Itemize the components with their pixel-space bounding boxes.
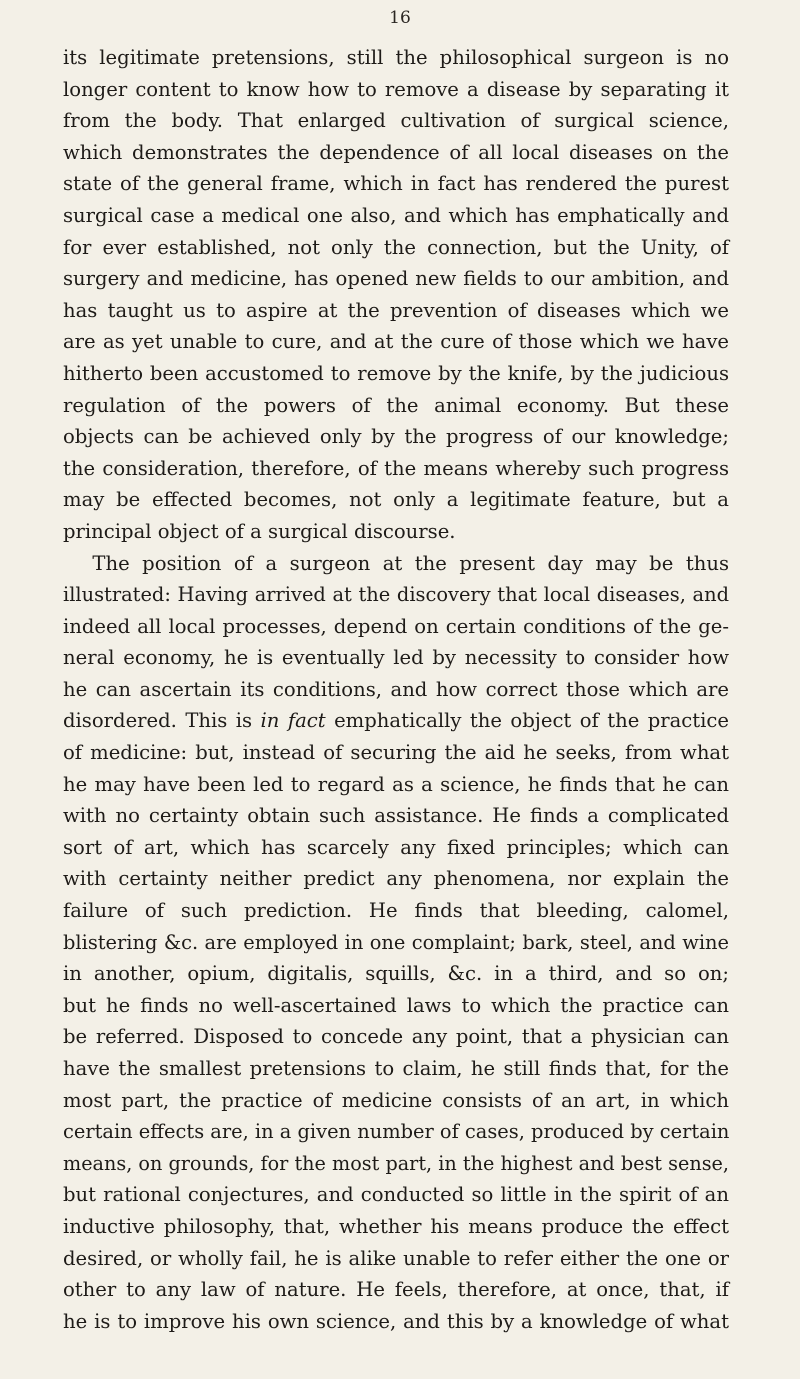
text-line: state of the general frame, which in fact has rendered the purest (63, 172, 729, 196)
text-line: surgical case a medical one also, and which has emphatically and (63, 203, 729, 227)
text-line: desired, or wholly fail, he is alike unable to refer either the one or (63, 1246, 729, 1270)
text-line: may be effected becomes, not only a legitimate feature, but a (63, 488, 729, 512)
page-number: 16 (389, 8, 411, 28)
text-line: he may have been led to regard as a science, he finds that he can (63, 772, 729, 796)
text-line: in another, opium, digitalis, squills, &c. in a third, and so on; (63, 962, 729, 986)
text-line: he can ascertain its conditions, and how correct those which are (63, 677, 729, 701)
italic-text-segment: in fact (260, 709, 326, 733)
text-segment: disordered. This is (63, 709, 261, 733)
text-line: its legitimate pretensions, still the philosophical surgeon is no (63, 46, 729, 69)
text-line: but he finds no well-ascertained laws to which the practice can (63, 993, 729, 1017)
text-line: means, on grounds, for the most part, in the highest and best sense, (63, 1151, 729, 1175)
text-line: indeed all local processes, depend on certain conditions of the ge- (63, 614, 729, 638)
text-line: neral economy, he is eventually led by necessity to consider how (63, 646, 729, 670)
text-line: surgery and medicine, has opened new fields to our ambition, and (63, 267, 729, 291)
text-line (63, 705, 729, 737)
text-line: blistering &c. are employed in one complaint; bark, steel, and wine (63, 930, 729, 954)
text-line: for ever established, not only the connection, but the Unity, of (63, 235, 729, 259)
text-line: inductive philosophy, that, whether his means produce the effect (63, 1214, 729, 1238)
text-line: be referred. Disposed to concede any point, that a physician can (63, 1025, 729, 1049)
text-line: which demonstrates the dependence of all local diseases on the (63, 140, 729, 164)
text-line: most part, the practice of medicine consists of an art, in which (63, 1088, 729, 1112)
text-line: The position of a surgeon at the present day may be thus (92, 551, 729, 575)
text-line: sort of art, which has scarcely any fixed principles; which can (63, 835, 729, 859)
text-line: of medicine: but, instead of securing the aid he seeks, from what (63, 741, 729, 765)
text-line: the consideration, therefore, of the means whereby such progress (63, 456, 729, 480)
text-line: certain effects are, in a given number of cases, produced by certain (63, 1120, 730, 1144)
text-line: have the smallest pretensions to claim, he still finds that, for the (63, 1057, 729, 1080)
text-line: he is to improve his own science, and this by a knowledge of what (63, 1309, 729, 1333)
text-line: are as yet unable to cure, and at the cure of those which we have (63, 330, 729, 354)
text-line: but rational conjectures, and conducted so little in the spirit of an (63, 1183, 729, 1207)
text-line: with no certainty obtain such assistance. He finds a complicated (63, 804, 729, 828)
text-line: failure of such prediction. He finds that bleeding, calomel, (63, 899, 729, 923)
text-segment: emphatically the object of the practice (325, 709, 729, 733)
body-text (63, 42, 729, 1337)
text-line: from the body. That enlarged cultivation of surgical science, (63, 109, 729, 133)
text-line: illustrated: Having arrived at the discovery that local diseases, and (63, 583, 729, 607)
text-line: with certainty neither predict any phenomena, nor explain the (63, 867, 729, 891)
text-line: has taught us to aspire at the prevention of diseases which we (63, 298, 729, 322)
text-line: regulation of the powers of the animal economy. But these (63, 393, 729, 417)
text-line: hitherto been accustomed to remove by the knife, by the judicious (63, 361, 729, 385)
text-line: other to any law of nature. He feels, therefore, at once, that, if (63, 1278, 729, 1302)
text-line: objects can be achieved only by the progress of our knowledge; (63, 425, 729, 449)
text-line: longer content to know how to remove a disease by separating it (63, 77, 729, 101)
text-line: principal object of a surgical discourse. (63, 519, 456, 543)
